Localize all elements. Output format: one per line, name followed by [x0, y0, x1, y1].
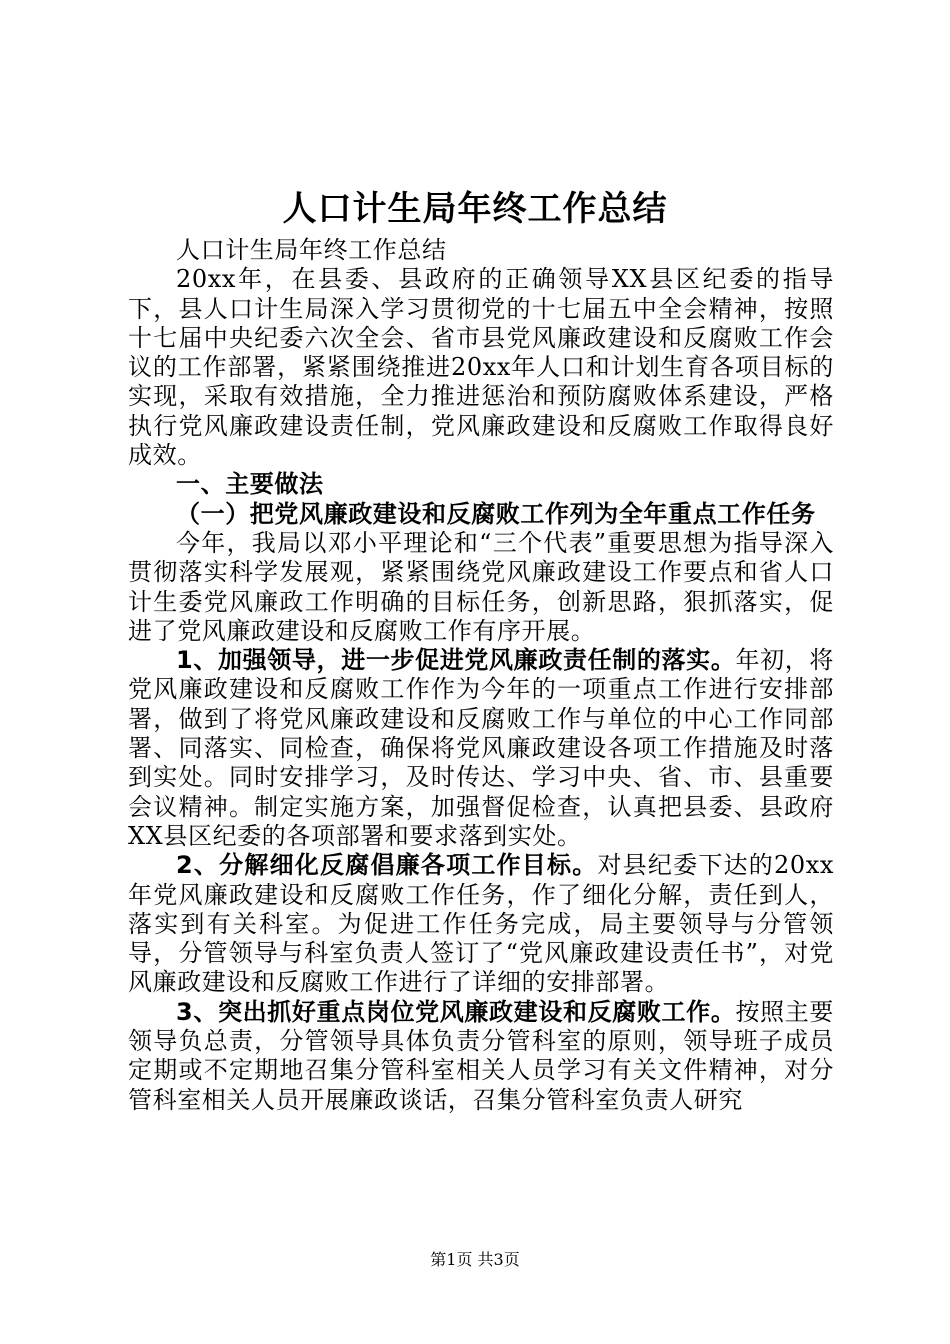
item-text-3: 按照主要领导负总责，分管领导具体负责分管科室的原则，领导班子成员定期或不定期地召集分管科室相关人员学习有关文件精神，对分管科室相关人员开展廉政谈话，召集分管科室负责人研究 [128, 997, 834, 1114]
subsection-paragraph-1: 今年，我局以邓小平理论和“三个代表”重要思想为指导深入贯彻落实科学发展观，紧紧围绕党风廉政建设工作要点和省人口计生委党风廉政工作明确的目标任务，创新思路，狠抓落实，促进了党风廉政建设和反腐败工作有序开展。 [128, 528, 834, 645]
item-text-2: 对县纪委下达的20xx年党风廉政建设和反腐败工作任务，作了细化分解，责任到人，落实到有关科室。为促进工作任务完成，局主要领导与分管领导，分管领导与科室负责人签订了“党风廉政建设责任书”，对党风廉政建设和反腐败工作进行了详细的安排部署。 [128, 851, 834, 997]
item-paragraph-2 [128, 851, 834, 997]
section-heading-1: 一、主要做法 [176, 470, 324, 499]
item-paragraph-1 [128, 646, 834, 851]
item-lead-3: 3、突出抓好重点岗位党风廉政建设和反腐败工作。 [176, 997, 736, 1026]
document-title: 人口计生局年终工作总结 [282, 189, 668, 229]
item-lead-2: 2、分解细化反腐倡廉各项工作目标。 [176, 851, 598, 880]
subtitle-line: 人口计生局年终工作总结 [176, 236, 447, 264]
intro-paragraph: 20xx年，在县委、县政府的正确领导XX县区纪委的指导下，县人口计生局深入学习贯彻党的十七届五中全会精神，按照十七届中央纪委六次全会、省市县党风廉政建设和反腐败工作会议的工作部署，紧紧围绕推进20xx年人口和计划生育各项目标的实现，采取有效措施，全力推进惩治和预防腐败体系建设，严格执行党风廉政建设责任制，党风廉政建设和反腐败工作取得良好成效。 [128, 265, 834, 470]
subsection-heading-1: （一）把党风廉政建设和反腐败工作列为全年重点工作任务 [176, 499, 816, 528]
item-lead-1: 1、加强领导，进一步促进党风廉政责任制的落实。 [176, 646, 736, 675]
item-paragraph-3 [128, 998, 834, 1115]
page-footer: 第1页 共3页 [430, 1250, 520, 1269]
item-text-1: 年初，将党风廉政建设和反腐败工作作为今年的一项重点工作进行安排部署，做到了将党风廉政建设和反腐败工作与单位的中心工作同部署、同落实、同检查，确保将党风廉政建设各项工作措施及时落到实处。同时安排学习，及时传达、学习中央、省、市、县重要会议精神。制定实施方案，加强督促检查，认真把县委、县政府XX县区纪委的各项部署和要求落到实处。 [128, 646, 834, 850]
document-body [128, 236, 834, 1115]
